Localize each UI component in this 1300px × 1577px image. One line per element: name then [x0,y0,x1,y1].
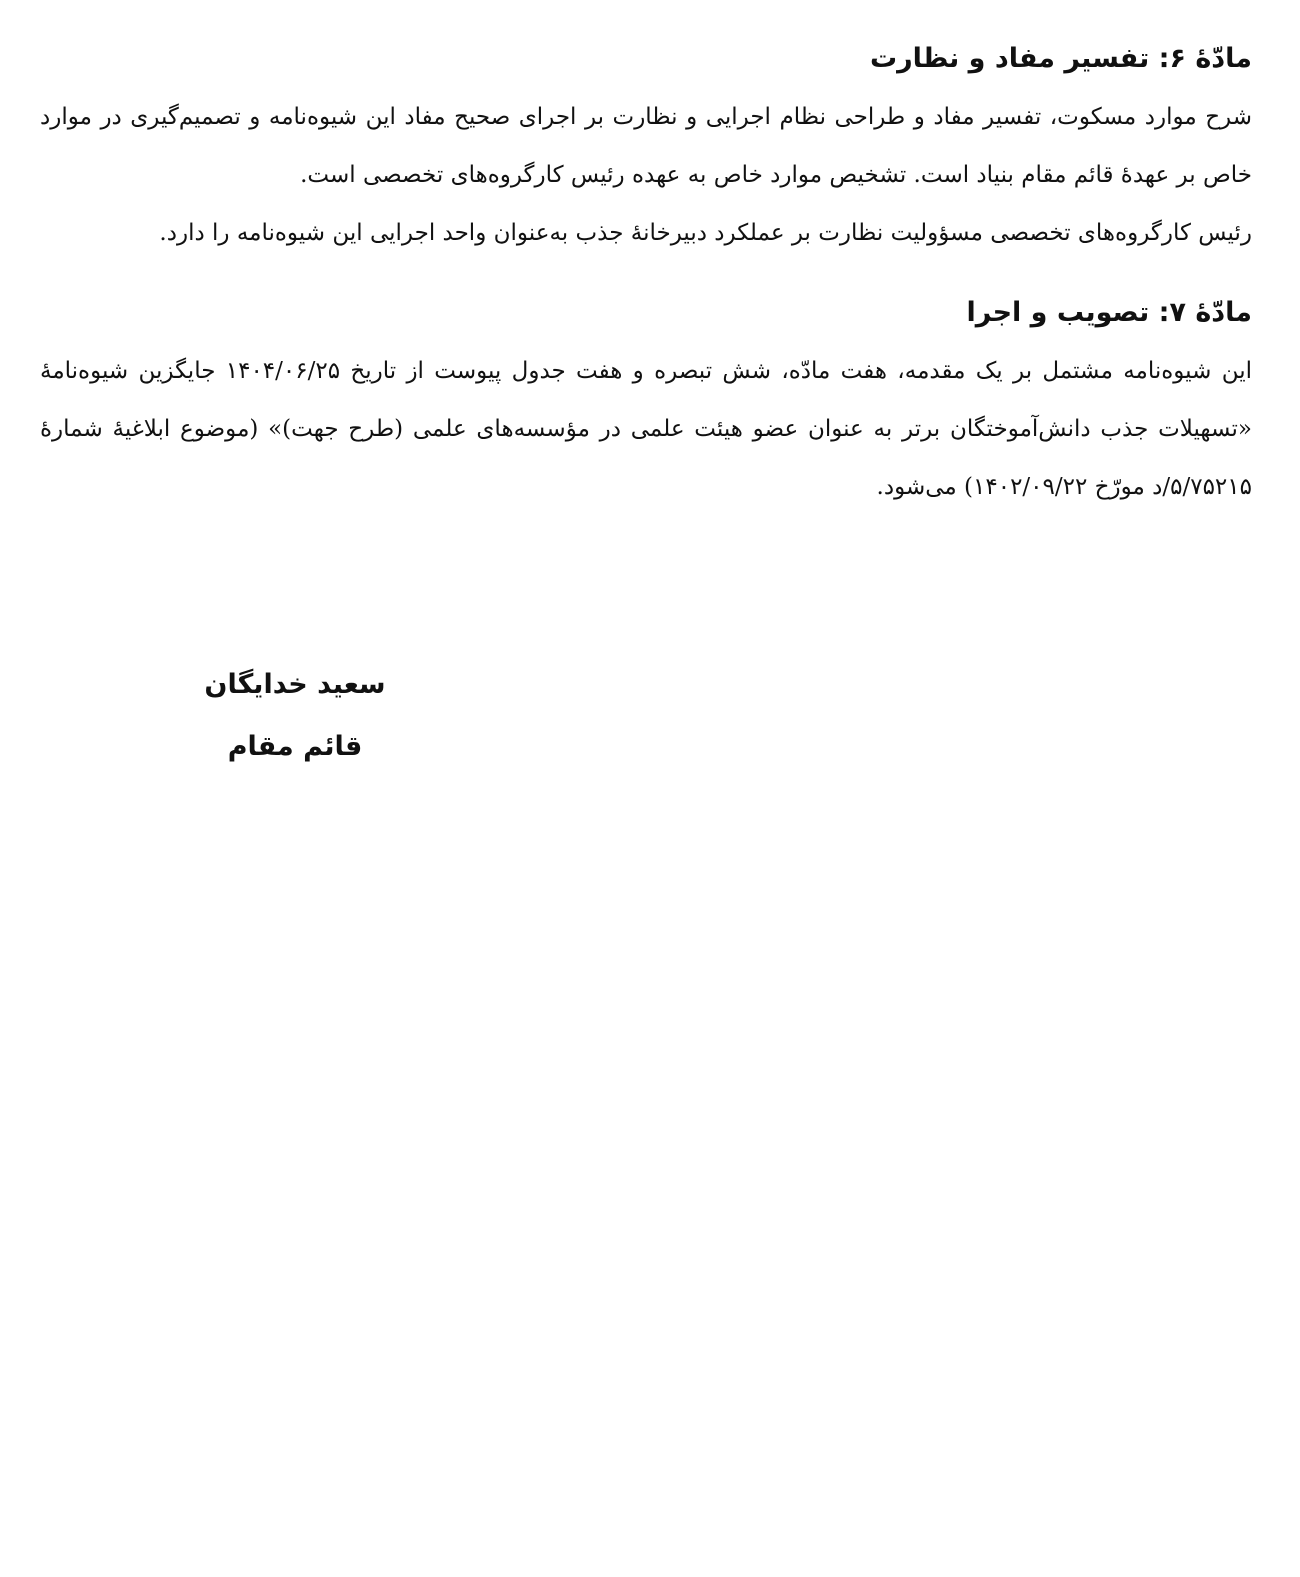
article-7-paragraph-1: این شیوه‌نامه مشتمل بر یک مقدمه، هفت مادّه، شش تبصره و هفت جدول پیوست از تاریخ ۱۴۰۴/۰۶/۲۵ جایگزین شیوه‌نامهٔ «تسهیلات جذب دانش‌آموختگان برتر به عنوان عضو هیئت علمی در مؤسسه‌های علمی (طرح جهت)» (موضوع ابلاغیهٔ شمارهٔ ۵/۷۵۲۱۵/د مورّخ ۱۴۰۲/۰۹/۲۲) می‌شود. [40,358,1252,500]
signatory-title: قائم مقام [227,731,363,762]
document-body [40,30,1252,516]
article-7 [40,284,1252,516]
signature-block [170,658,420,782]
article-6-paragraph-1: شرح موارد مسکوت، تفسیر مفاد و طراحی نظام اجرایی و نظارت بر اجرای صحیح مفاد این شیوه‌نامه و تصمیم‌گیری در موارد خاص بر عهدهٔ قائم مقام بنیاد است. تشخیص موارد خاص به عهده رئیس کارگروه‌های تخصصی است. [40,104,1252,188]
signatory-name: سعید خدایگان [204,669,386,700]
article-7-title: مادّهٔ ۷: تصویب و اجرا [966,297,1252,328]
article-6-paragraph-2: رئیس کارگروه‌های تخصصی مسؤولیت نظارت بر عملکرد دبیرخانهٔ جذب به‌عنوان واحد اجرایی این شیوه‌نامه را دارد. [159,220,1252,246]
article-6-title: مادّهٔ ۶: تفسیر مفاد و نظارت [870,43,1252,74]
article-6 [40,30,1252,262]
